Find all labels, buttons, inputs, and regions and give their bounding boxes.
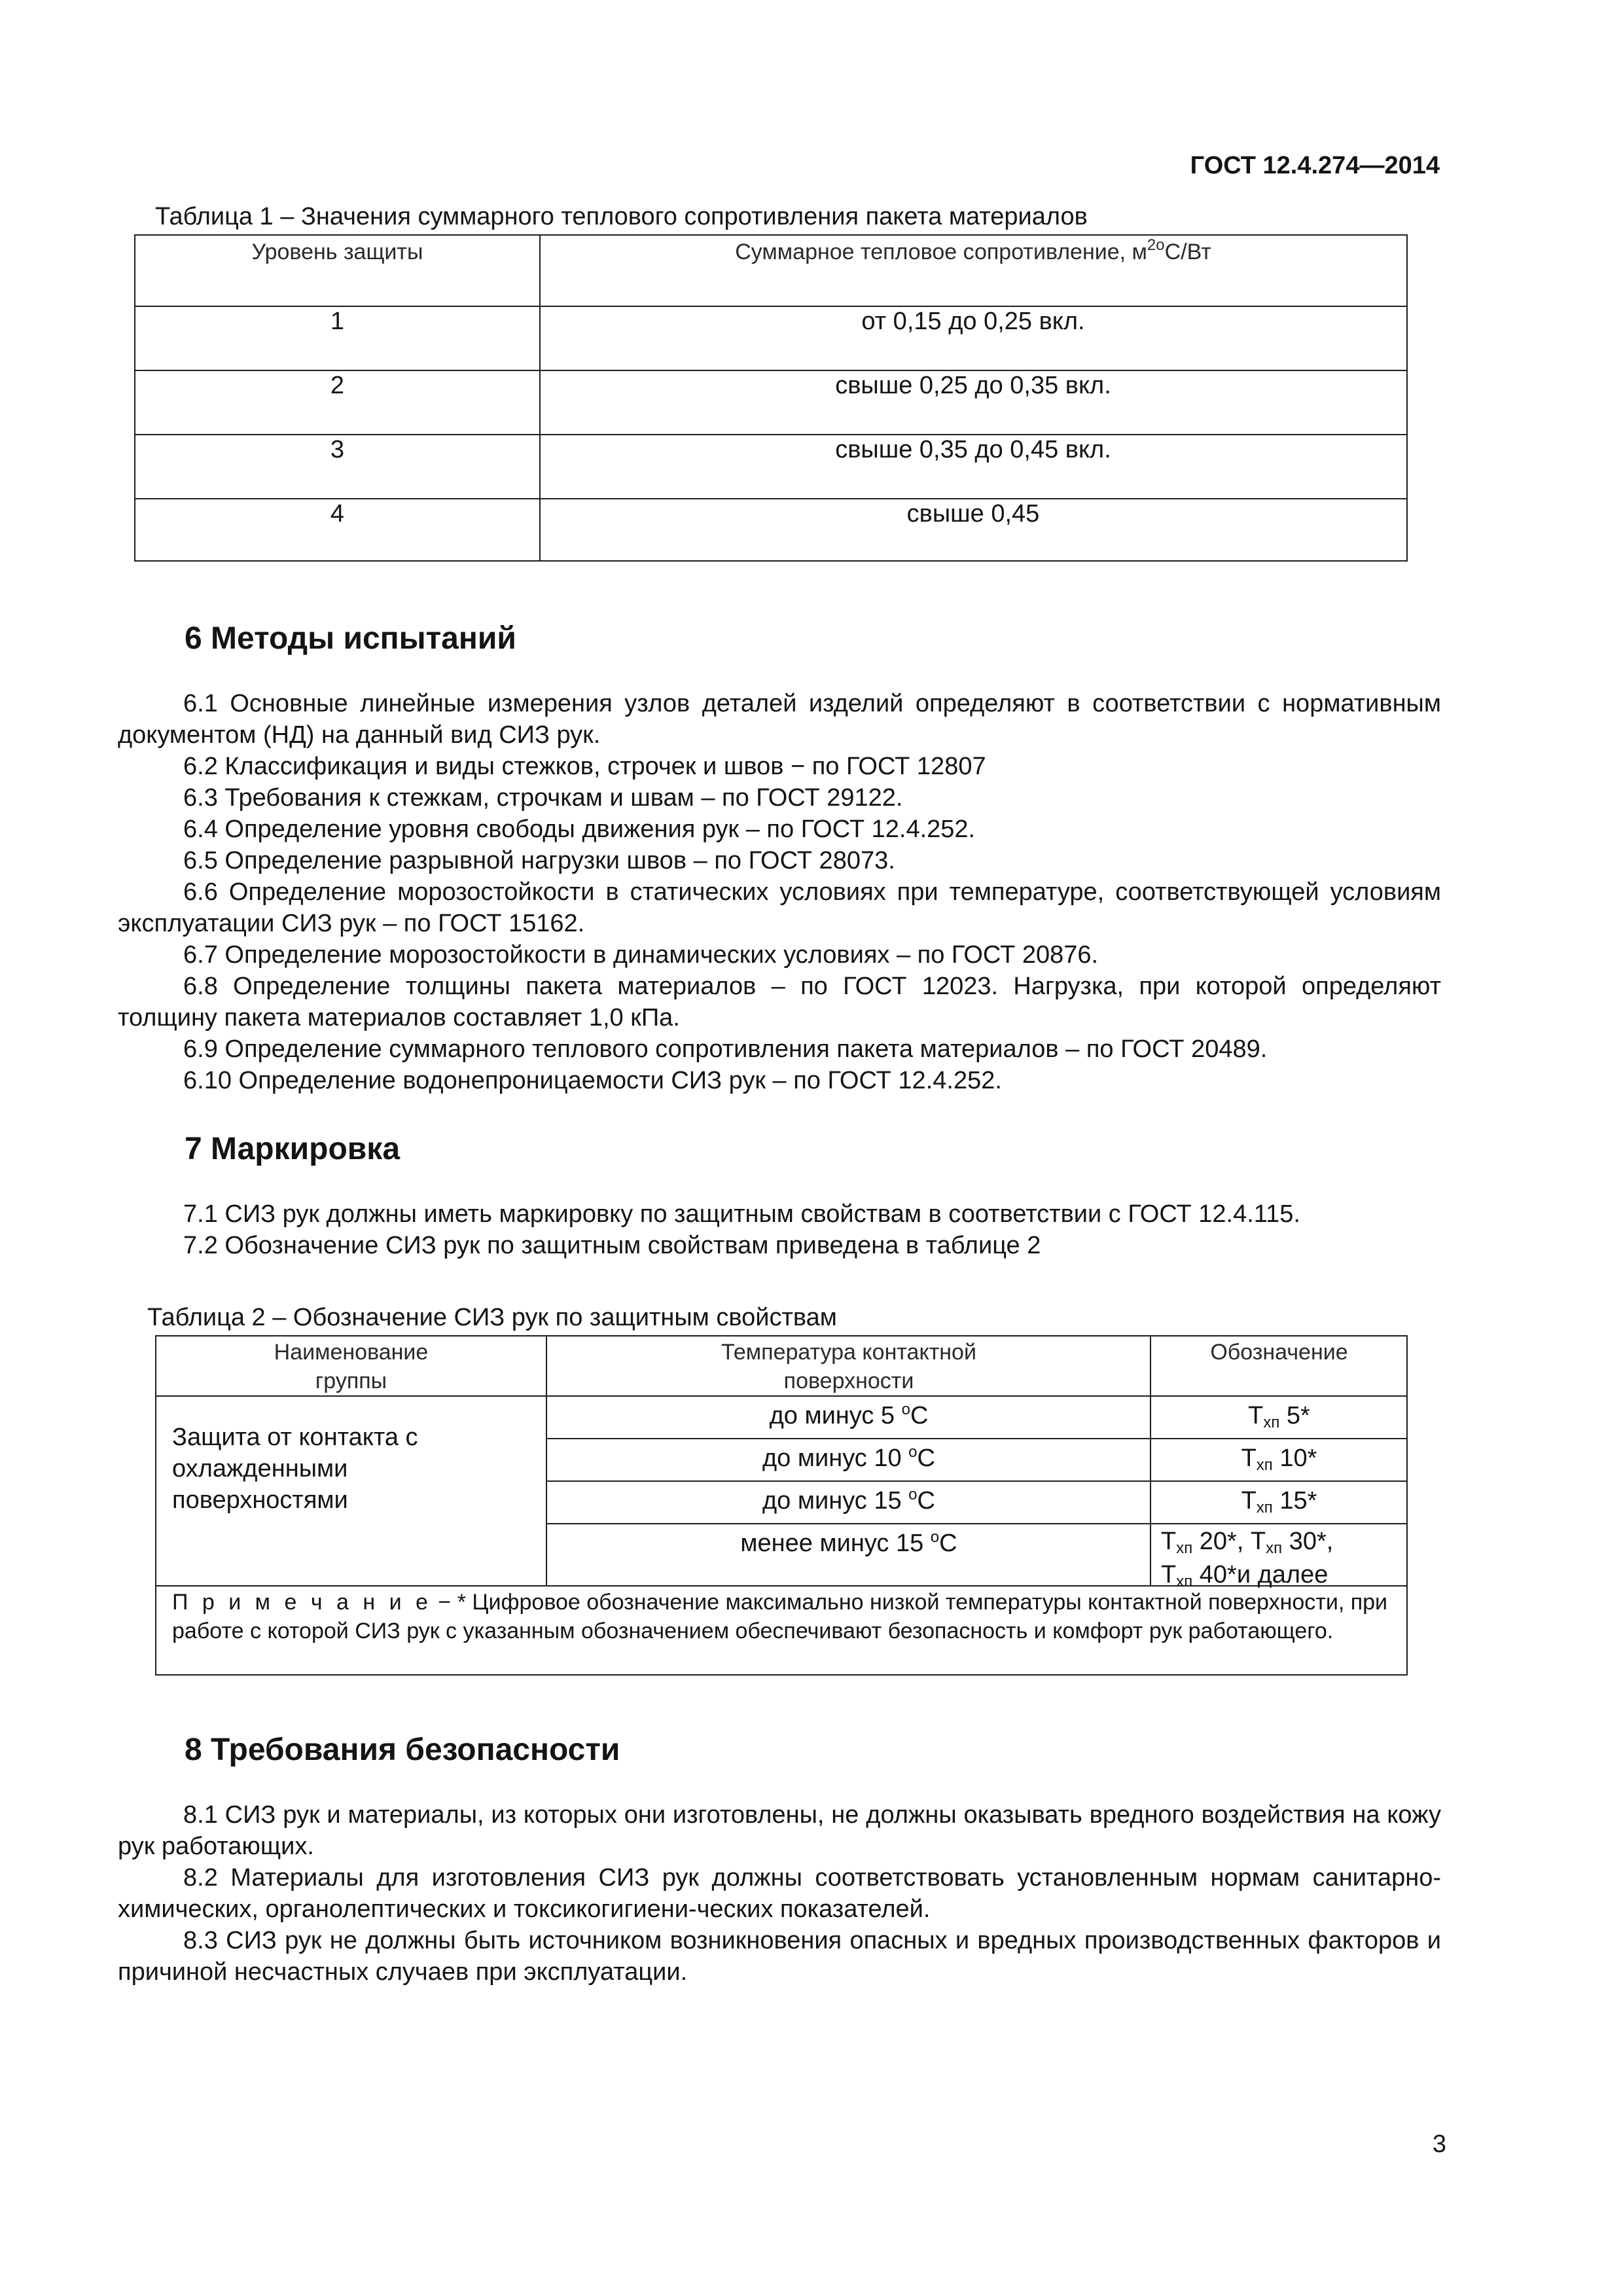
table2-temperature — [548, 1401, 1150, 1434]
paragraph-6-8: 6.8 Определение толщины пакета материалов – по ГОСТ 12023. Нагрузка, при которой определяют толщину пакета материалов составляет 1,0 кПа. — [118, 973, 1441, 1031]
table2-mark — [1152, 1486, 1406, 1519]
paragraph-6-6: 6.6 Определение морозостойкости в статических условиях при температуре, соответствующей условиям эксплуатации СИЗ рук – по ГОСТ 15162. — [118, 878, 1441, 937]
paragraph-6-5: 6.5 Определение разрывной нагрузки швов – по ГОСТ 28073. — [183, 847, 895, 874]
table2-temperature-text: до минус 10 — [762, 1444, 909, 1472]
paragraph-7-2: 7.2 Обозначение СИЗ рук по защитным свойствам приведена в таблице 2 — [183, 1232, 1041, 1259]
section6-heading: 6 Методы испытаний — [185, 621, 516, 656]
table2-group-line1: Защита от контакта с — [172, 1424, 418, 1451]
table2-row-divider — [546, 1480, 1406, 1482]
paragraph-6-10: 6.10 Определение водонепроницаемости СИЗ рук – по ГОСТ 12.4.252. — [183, 1067, 1002, 1094]
degree-sign: o — [908, 1443, 918, 1461]
table1-header-sup: 2 — [1147, 236, 1156, 254]
table2-column-divider — [546, 1336, 547, 1585]
page-number: 3 — [1432, 2130, 1446, 2158]
table1-header-resistance — [541, 236, 1405, 265]
table2-temperature-text: менее минус 15 — [740, 1530, 931, 1557]
note-label: П р и м е ч а н и е — [172, 1590, 432, 1615]
table1 — [134, 234, 1408, 562]
table2-mark-line1 — [1161, 1526, 1406, 1560]
mark-value: 5* — [1286, 1402, 1310, 1429]
table1-value: свыше 0,25 до 0,35 вкл. — [835, 372, 1111, 399]
table1-row-divider — [135, 306, 1406, 307]
table2-header-group-line2: группы — [315, 1369, 387, 1393]
table2-header-temperature-line2: поверхности — [783, 1369, 914, 1393]
temperature-unit: С — [917, 1487, 935, 1515]
table2-mark — [1152, 1443, 1406, 1477]
table2-temperature — [548, 1528, 1150, 1562]
table1-level: 4 — [330, 500, 345, 528]
table2-group-line3: поверхностями — [172, 1486, 348, 1514]
document-code: ГОСТ 12.4.274—2014 — [1190, 152, 1440, 179]
table2-row-divider — [156, 1395, 1406, 1397]
mark-subscript: хп — [1256, 1499, 1273, 1516]
table2-caption: Таблица 2 – Обозначение СИЗ рук по защитным свойствам — [147, 1304, 837, 1331]
mark-subscript: хп — [1176, 1573, 1193, 1590]
table1-header-degree: o — [1156, 236, 1165, 254]
table2-temperature — [548, 1486, 1150, 1519]
table2-temperature-text: до минус 5 — [769, 1402, 902, 1429]
mark-value: 15* — [1279, 1487, 1317, 1515]
paragraph-8-2: 8.2 Материалы для изготовления СИЗ рук должны соответствовать установленным нормам санитарно-химических, органолептических и токсикогигиени-ческих показателей. — [118, 1864, 1441, 1923]
table1-value: от 0,15 до 0,25 вкл. — [861, 308, 1085, 335]
degree-sign: o — [930, 1528, 940, 1546]
table1-header-level: Уровень защиты — [251, 240, 423, 264]
paragraph-8-3: 8.3 СИЗ рук не должны быть источником возникновения опасных и вредных производственных факторов и причиной несчастных случаев при эксплуатации. — [118, 1927, 1441, 1986]
table1-level: 3 — [330, 436, 345, 463]
table2-header-temperature-line1: Температура контактной — [721, 1340, 976, 1365]
paragraph-7-1: 7.1 СИЗ рук должны иметь маркировку по защитным свойствам в соответствии с ГОСТ 12.4.115. — [183, 1200, 1300, 1228]
mark-value: 20*, — [1199, 1528, 1251, 1555]
table2-temperature — [548, 1443, 1150, 1477]
mark-letter: Т — [1248, 1402, 1264, 1429]
table1-row-divider — [135, 434, 1406, 435]
table2-mark — [1152, 1401, 1406, 1434]
table1-header-unit: С/Вт — [1164, 240, 1211, 264]
table1-value: свыше 0,45 — [906, 500, 1040, 528]
paragraph-8-1: 8.1 СИЗ рук и материалы, из которых они изготовлены, не должны оказывать вредного воздействия на кожу рук работающих. — [118, 1801, 1441, 1860]
temperature-unit: С — [939, 1530, 957, 1557]
section8-heading: 8 Требования безопасности — [185, 1732, 620, 1767]
table2-header-group — [156, 1338, 546, 1395]
mark-value: 40*и далее — [1199, 1561, 1329, 1588]
mark-subscript: хп — [1256, 1456, 1273, 1474]
table2-temperature-text: до минус 15 — [762, 1487, 909, 1515]
mark-letter: Т — [1241, 1487, 1257, 1515]
table1-caption: Таблица 1 – Значения суммарного теплового сопротивления пакета материалов — [155, 203, 1088, 230]
table2-row-divider — [546, 1438, 1406, 1439]
paragraph-6-7: 6.7 Определение морозостойкости в динамических условиях – по ГОСТ 20876. — [183, 941, 1099, 969]
table1-column-divider — [539, 236, 541, 560]
mark-letter: Т — [1161, 1528, 1177, 1555]
table2-header-temperature — [548, 1338, 1150, 1395]
table2-row-divider — [546, 1523, 1406, 1524]
table1-row-divider — [135, 370, 1406, 371]
paragraph-6-3: 6.3 Требования к стежкам, строчкам и швам – по ГОСТ 29122. — [183, 784, 903, 812]
mark-subscript: хп — [1263, 1414, 1280, 1431]
mark-letter: Т — [1161, 1561, 1177, 1588]
table2 — [155, 1335, 1408, 1676]
temperature-unit: С — [917, 1444, 935, 1472]
paragraph-6-4: 6.4 Определение уровня свободы движения рук – по ГОСТ 12.4.252. — [183, 816, 976, 843]
temperature-unit: С — [910, 1402, 929, 1429]
table1-header-resistance-text: Суммарное тепловое сопротивление, м — [735, 240, 1147, 264]
table2-column-divider — [1150, 1336, 1151, 1585]
paragraph-6-1: 6.1 Основные линейные измерения узлов деталей изделий определяют в соответствии с нормативным документом (НД) на данный вид СИЗ рук. — [118, 690, 1441, 749]
table1-level: 2 — [330, 372, 345, 399]
table2-group-line2: охлажденными — [172, 1455, 348, 1482]
mark-subscript: хп — [1266, 1539, 1283, 1557]
mark-letter: Т — [1241, 1444, 1257, 1472]
degree-sign: o — [901, 1401, 910, 1418]
table1-value: свыше 0,35 до 0,45 вкл. — [835, 436, 1111, 463]
mark-letter: Т — [1250, 1528, 1266, 1555]
table2-header-group-line1: Наименование — [274, 1340, 429, 1365]
table1-row-divider — [135, 498, 1406, 499]
mark-value: 10* — [1279, 1444, 1317, 1472]
paragraph-6-2: 6.2 Классификация и виды стежков, строчек и швов − по ГОСТ 12807 — [183, 753, 986, 780]
note-text: − * Цифровое обозначение максимально низкой температуры контактной поверхности, при работе с которой СИЗ рук с указанным обозначением обеспечивают безопасность и комфорт рук работающего. — [172, 1590, 1388, 1643]
table1-level: 1 — [330, 308, 345, 335]
paragraph-6-9: 6.9 Определение суммарного теплового сопротивления пакета материалов – по ГОСТ 20489. — [183, 1035, 1268, 1063]
table2-group-name — [172, 1422, 539, 1516]
table2-mark-multi — [1161, 1526, 1406, 1593]
degree-sign: o — [908, 1486, 918, 1503]
section7-heading: 7 Маркировка — [185, 1132, 401, 1166]
mark-subscript: хп — [1176, 1539, 1193, 1557]
table2-note — [172, 1588, 1389, 1645]
table2-header-mark: Обозначение — [1210, 1340, 1348, 1365]
mark-value: 30*, — [1289, 1528, 1334, 1555]
